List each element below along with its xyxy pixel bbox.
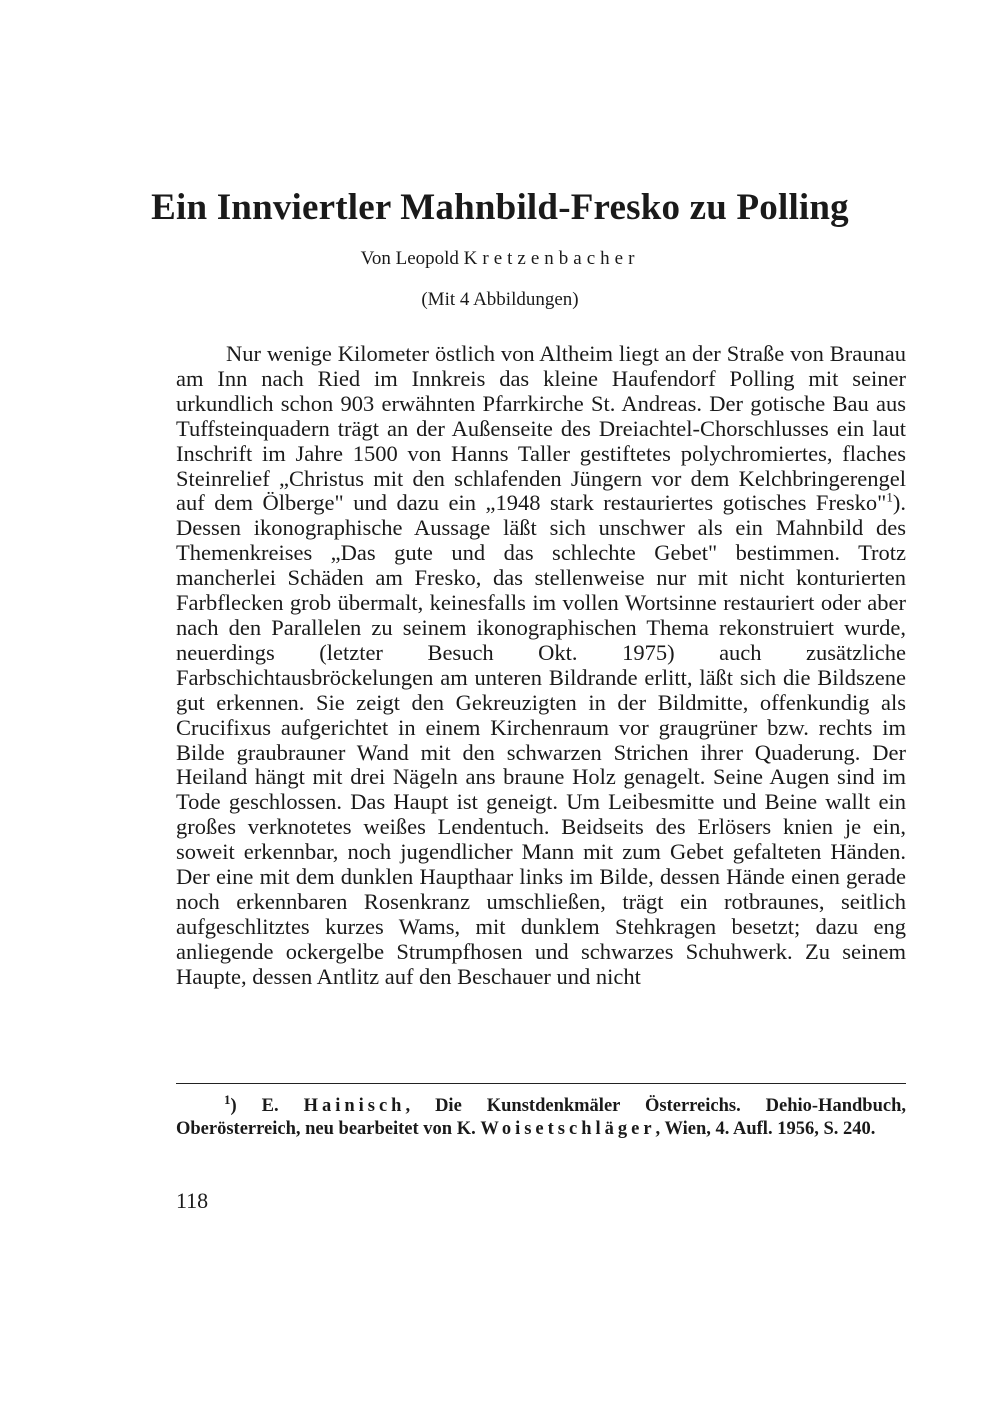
body-text-part2: ). Dessen ikonographische Aussage läßt sich unschwer als ein Mahnbild des Themenkreises „Das gute und das schlechte Gebet" bestimmen. Trotz mancherlei Schäden am Fresko, das stellenweise nur mit nicht konturierten Farbflecken grob übermalt, keinesfalls im vollen Wortsinne restauriert oder aber nach den Parallelen zu seinem ikonographischen Thema rekonstruiert wurde, neuerdings (letzter Besuch Okt. 1975) auch zusätzliche Farbschichtausbröckelungen am unteren Bildrande erlitt, läßt sich die Bildszene gut erkennen. Sie zeigt den Gekreuzigten in der Bildmitte, offenkundig als Crucifixus aufgerichtet in einem Kirchenraum vor graugrüner bzw. rechts im Bilde graubrauner Wand mit den schwarzen Strichen ihrer Quaderung. Der Heiland hängt mit drei Nägeln ans braune Holz genagelt. Seine Augen sind im Tode geschlossen. Das Haupt ist geneigt. Um Leibesmitte und Beine wallt ein großes verknotetes weißes Lendentuch. Beidseits des Erlösers knien je ein, soweit erkennbar, noch jugendlicher Mann mit zum Gebet gefalteten Händen. Der eine mit dem dunklen Haupthaar links im Bilde, dessen Hände einen gerade noch erkennbaren Rosenkranz umschließen, trägt ein rotbraunes, seitlich aufgeschlitztes kurzes Wams, mit dunklem Stehkragen besetzt; dazu eng anliegende ockergelbe Strumpfhosen und schwarzes Schuhwerk. Zu seinem Haupte, dessen Antlitz auf den Beschauer und nicht (176, 490, 906, 989)
footnote-author: Hainisch (303, 1096, 406, 1116)
footnote (176, 1091, 907, 1140)
author-prefix: Von Leopold (360, 248, 459, 269)
footnote-text-1: , Die Kunstdenkmäler Österreichs. Dehio-Handbuch, Oberösterreich, neu bearbeitet von K. (176, 1096, 907, 1139)
body-text-part1: Nur wenige Kilometer östlich von Altheim liegt an der Straße von Braunau am Inn nach Ried im Innkreis das kleine Haufendorf Polling mit seiner urkundlich schon 903 erwähnten Pfarrkirche St. Andreas. Der gotische Bau aus Tuffsteinquadern trägt an der Außenseite des Dreiachtel-Chorschlusses ein laut Inschrift im Jahre 1500 von Hanns Taller gestiftetes polychromiertes, flaches Steinrelief „Christus mit den schlafenden Jüngern vor dem Kelchbringerengel auf dem Ölberge" und dazu ein „1948 stark restauriertes gotisches Fresko" (176, 341, 906, 516)
footnote-lead: ) E. (230, 1096, 279, 1116)
footnote-editor: Woisetschläger (480, 1118, 656, 1139)
author-line (0, 246, 1000, 272)
footnote-divider (176, 1083, 906, 1084)
article-title: Ein Innviertler Mahnbild-Fresko zu Polling (151, 187, 849, 228)
footnote-reference: 1 (886, 489, 893, 505)
footnote-text-2: , Wien, 4. Aufl. 1956, S. 240. (655, 1118, 876, 1139)
page-number: 118 (176, 1188, 209, 1213)
author-name: Kretzenbacher (463, 248, 640, 269)
figures-note: (Mit 4 Abbildungen) (421, 289, 579, 310)
body-paragraph (176, 342, 906, 990)
footnote-marker: 1 (224, 1091, 231, 1107)
